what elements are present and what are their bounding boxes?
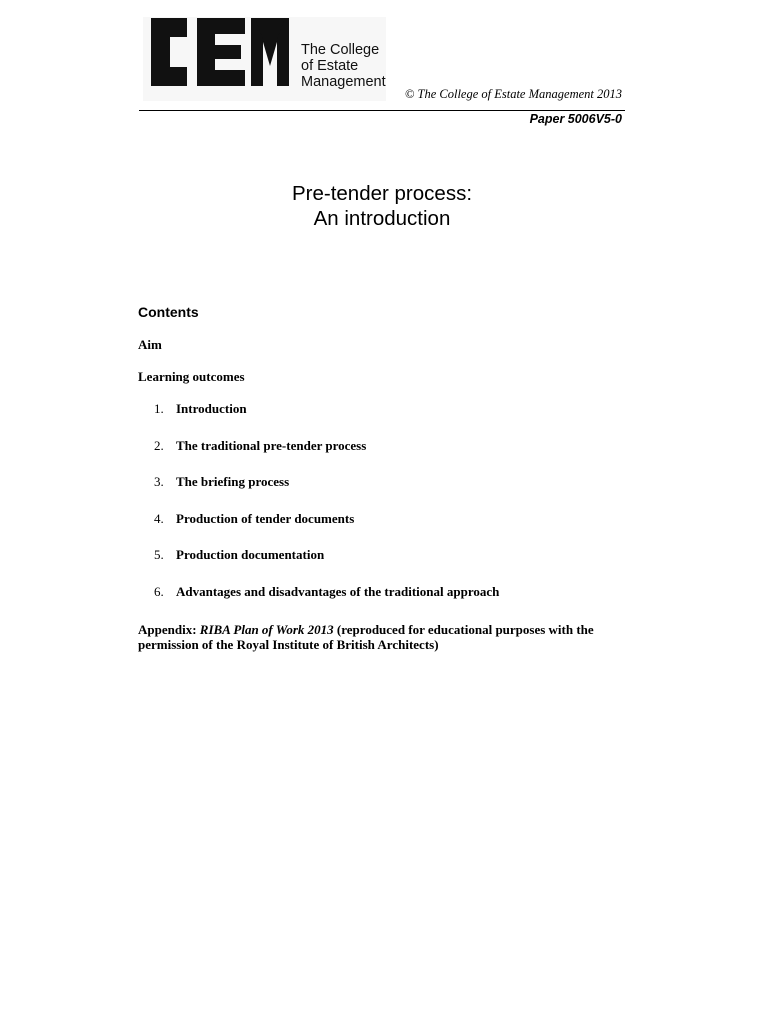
paper-number: Paper 5006V5-0: [529, 112, 622, 126]
toc-number: 4.: [154, 511, 164, 526]
toc-number: 2.: [154, 438, 164, 453]
cem-logo-mark: [151, 18, 289, 86]
appendix-prefix: Appendix:: [138, 622, 197, 637]
toc-item-briefing-process[interactable]: [154, 474, 289, 490]
header-rule: [139, 110, 625, 111]
toc-item-production-documentation[interactable]: [154, 547, 324, 563]
contents-heading: Contents: [138, 304, 199, 320]
appendix-description: (reproduced for educational purposes with the permission of the Royal Institute of British Architects): [138, 622, 594, 652]
toc-label: The briefing process: [176, 474, 290, 489]
toc-label: Introduction: [176, 401, 247, 416]
toc-number: 5.: [154, 547, 164, 562]
contents-learning-outcomes[interactable]: Learning outcomes: [138, 369, 245, 384]
logo-wordmark: [301, 42, 386, 90]
toc-label: Production documentation: [176, 547, 325, 562]
copyright-notice: © The College of Estate Management 2013: [404, 87, 622, 101]
toc-number: 3.: [154, 474, 164, 489]
toc-item-introduction[interactable]: [154, 401, 247, 417]
toc-item-advantages-disadvantages[interactable]: [154, 584, 499, 600]
toc-label: Production of tender documents: [176, 511, 355, 526]
logo-text-line: The College: [301, 42, 380, 58]
contents-appendix[interactable]: [138, 622, 630, 652]
appendix-title: RIBA Plan of Work 2013: [199, 622, 334, 637]
document-title: [139, 181, 625, 231]
toc-item-traditional-pre-tender[interactable]: [154, 438, 366, 454]
toc-item-tender-documents[interactable]: [154, 511, 354, 527]
title-line-2: An introduction: [313, 207, 451, 230]
toc-number: 1.: [154, 401, 164, 416]
toc-number: 6.: [154, 584, 164, 599]
toc-label: The traditional pre-tender process: [176, 438, 367, 453]
toc-label: Advantages and disadvantages of the traditional approach: [176, 584, 500, 599]
contents-aim[interactable]: Aim: [138, 337, 162, 352]
logo-text-line: of Estate: [301, 58, 359, 74]
logo-text-line: Management: [301, 74, 386, 90]
title-line-1: Pre-tender process:: [291, 182, 473, 205]
